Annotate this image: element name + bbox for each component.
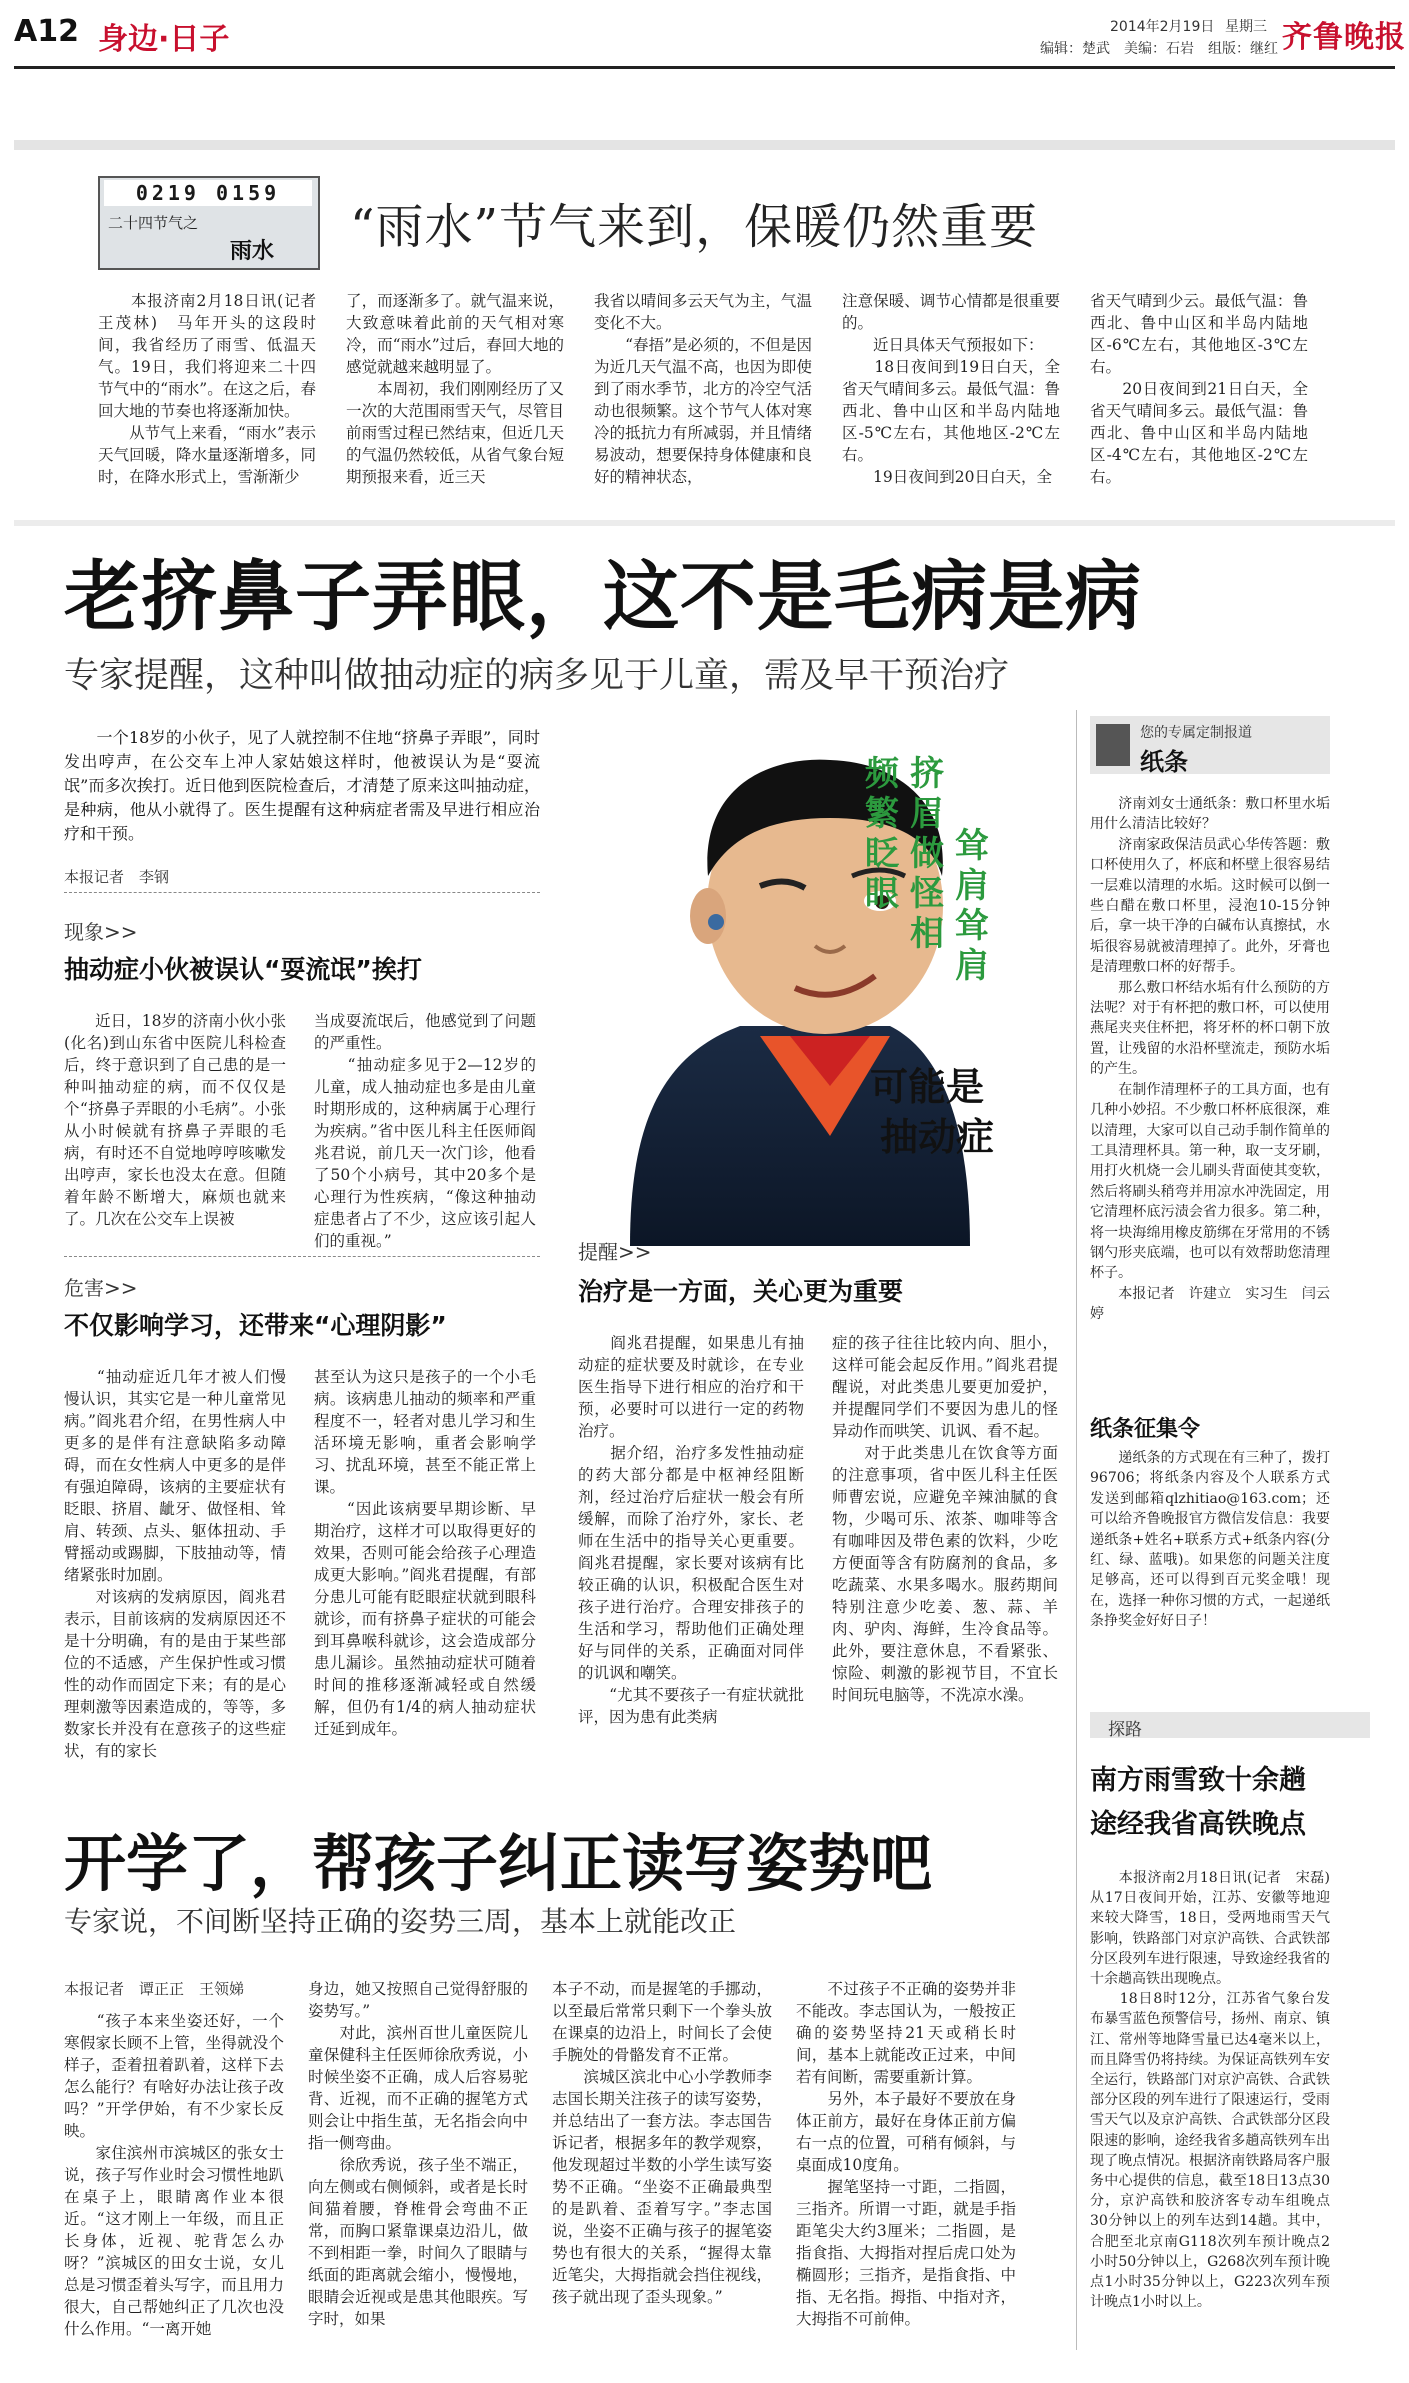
issue-weekday: 星期三 xyxy=(1225,19,1267,35)
header-rule xyxy=(14,66,1395,69)
tic-byline: 本报记者 李钢 xyxy=(64,868,170,886)
probe-title-2: 途经我省高铁晚点 xyxy=(1090,1809,1306,1840)
posture-col-3: 本子不动，而是握笔的手挪动，以至最后常常只剩下一个拳头放在课桌的边沿上，时间长了会使手腕处的骨骼发育不正常。 滨城区滨北中心小学教师李志国长期关注孩子的读写姿势，并总结出了一套方法。李志国告诉记者，根据多年的教学观察，他发现超过半数的小学生读写姿势不正确。“坐姿不正确最典型的是趴着、歪着写字。”李志国说，坐姿不正确与孩子的握笔姿势也有很大的关系，“握得太靠近笔尖，大拇指就会挡住视线，孩子就出现了歪头现象。” xyxy=(552,1980,772,2306)
badge-term-name: 雨水 xyxy=(230,239,275,264)
boy-photo xyxy=(590,726,1060,1246)
section-title-reminder: 治疗是一方面，关心更为重要 xyxy=(578,1277,904,1306)
posture-col-2: 身边，她又按照自己觉得舒服的姿势写。” 对此，滨州百世儿童医院儿童保健科主任医师徐欣秀说，小时候坐姿不正确，成人后容易驼背、近视，而不正确的握笔方式则会让中指生茧，无名指会向中指一侧弯曲。 徐欣秀说，孩子坐不端正，向左侧或右侧倾斜，或者是长时间猫着腰，脊椎骨会弯曲不正常，而胸口紧靠课桌边沿儿，做不到相距一拳，时间久了眼睛与纸面的距离就会缩小，慢慢地，眼睛会近视或是患其他眼疾。写字时，如果 xyxy=(308,1980,528,2328)
sidebar-rule xyxy=(1076,710,1077,2350)
caption-line-b: 挤眉做怪相 xyxy=(910,754,944,954)
issue-date: 2014年2月19日 xyxy=(1110,19,1215,35)
boy-illustration xyxy=(590,726,1060,1246)
note-brand-box xyxy=(1090,716,1330,774)
solar-term-col-4: 注意保暖、调节心情都是很重要的。 近日具体天气预报如下： 18日夜间到19日白天，全省天气晴间多云。最低气温：鲁西北、鲁中山区和半岛内陆地区-5℃左右，其他地区-2℃左右。 19日夜间到20日白天，全 xyxy=(842,292,1060,486)
section-divider xyxy=(14,520,1395,526)
section-tag-harm: 危害>> xyxy=(64,1276,138,1300)
posture-headline: 开学了，帮孩子纠正读写姿势吧 xyxy=(64,1827,933,1900)
tic-s2-col-2: 甚至认为这只是孩子的一个小毛病。该病患儿抽动的频率和严重程度不一，轻者对患儿学习和生活环境无影响，重者会影响学习、扰乱环境，甚至不能正常上课。 “因此该病要早期诊断、早期治疗，这样才可以取得更好的效果，否则可能会给孩子心理造成更大影响。”阎兆君提醒，有部分患儿可能有眨眼症状就到眼科就诊，而有挤鼻子症状的可能会到耳鼻喉科就诊，这会造成部分患儿漏诊。虽然抽动症状可随着时间的推移逐渐减轻或自然缓解，但仍有1/4的病人抽动症状迁延到成年。 xyxy=(314,1368,536,1738)
posture-byline: 本报记者 谭正正 王领娣 xyxy=(64,1980,245,1998)
staff-credits: 编辑：楚武 美编：石岩 组版：继红 xyxy=(1040,41,1278,57)
solar-term-col-1: 本报济南2月18日讯(记者 王茂林) 马年开头的这段时间，我省经历了雨雪、低温天气。19日，我们将迎来二十四节气中的“雨水”。在这之后，春回大地的节奏也将逐渐加快。 从节气上来看，“雨水”表示天气回暖，降水量逐渐增多，同时，在降水形式上，雪渐渐少 xyxy=(98,292,316,486)
tic-s1-col-2: 当成耍流氓后，他感觉到了问题的严重性。 “抽动症多见于2—12岁的儿童，成人抽动症也多是由儿童时期形成的，这种病属于心理行为疾病。”省中医儿科主任医师阎兆君说，前几天一次门诊，他看了50个小病号，其中20多个是心理行为性疾病，“像这种抽动症患者占了不少，这应该引起人们的重视。” xyxy=(314,1012,536,1250)
tic-s1-col-1: 近日，18岁的济南小伙小张(化名)到山东省中医院儿科检查后，终于意识到了自己患的是一种叫抽动症的病，而不仅仅是个“挤鼻子弄眼的小毛病”。小张从小时候就有挤鼻子弄眼的毛病，有时还不自觉地哼哼咳嗽发出哼声，家长也没太在意。但随着年龄不断增大，麻烦也就来了。几次在公交车上误被 xyxy=(64,1012,286,1228)
header-gray-band xyxy=(14,140,1395,150)
note-brand-small: 您的专属定制报道 xyxy=(1140,725,1252,741)
section-title-harm: 不仅影响学习，还带来“心理阴影” xyxy=(64,1311,447,1340)
note-body: 济南刘女士通纸条：敷口杯里水垢用什么清洁比较好？ 济南家政保洁员武心华传答题：敷口杯使用久了，杯底和杯壁上很容易结一层难以清理的水垢。这时候可以倒一些白醋在敷口杯里，浸泡10-15分钟后，拿一块干净的白碱布认真擦拭，水垢很容易就被清理掉了。此外，牙膏也是清理敷口杯的好帮手。 那么敷口杯结水垢有什么预防的方法呢？对于有杯把的敷口杯，可以使用燕尾夹夹住杯把，将牙杯的杯口朝下放置，让残留的水沿杯壁流走，预防水垢的产生。 在制作清理杯子的工具方面，也有几种小妙招。不少敷口杯杯底很深，难以清理，大家可以自己动手制作简单的工具清理杯具。第一种，取一支牙刷，用打火机烧一会儿刷头背面使其变软，然后将刷头稍弯并用凉水冲洗固定，用它清理杯底污渍会省力很多。第二种，将一块海绵用橡皮筋绑在牙常用的不锈钢勺形夹底端，也可以有效帮助您清理杯子。 本报记者 许建立 实习生 闫云婷 xyxy=(1090,796,1330,1323)
tic-headline: 老挤鼻子弄眼，这不是毛病是病 xyxy=(64,552,1142,641)
badge-top-text: 二十四节气之 xyxy=(108,214,199,232)
probe-tag: 探路 xyxy=(1108,1720,1142,1740)
tic-s3-col-1: 阎兆君提醒，如果患儿有抽动症的症状要及时就诊，在专业医生指导下进行相应的治疗和干预，必要时可以进行一定的药物治疗。 据介绍，治疗多发性抽动症的药大部分都是中枢神经阻断剂，经过治疗后症状一般会有所缓解，而除了治疗外，家长、老师在生活中的指导关心更重要。阎兆君提醒，家长要对该病有比较正确的认识，积极配合医生对孩子进行治疗。合理安排孩子的生活和学习，帮助他们正确处理好与同伴的关系，正确面对同伴的讥讽和嘲笑。 “尤其不要孩子一有症状就批评，因为患有此类病 xyxy=(578,1334,804,1726)
caption-line-c: 耸肩耸肩 xyxy=(955,826,989,986)
caption-label-1: 可能是 xyxy=(870,1065,985,1109)
date-digits: 0219 0159 xyxy=(104,180,312,206)
posture-col-4: 不过孩子不正确的姿势并非不能改。李志国认为，一般按正确的姿势坚持21天或稍长时间，基本上就能改正过来，中间若有间断，需要重新计算。 另外，本子最好不要放在身体正前方，最好在身体正前方偏右一点的位置，可稍有倾斜，与桌面成10度角。 握笔坚持一寸距，二指圆，三指齐。所谓一寸距，就是手指距笔尖大约3厘米；二指圆，是指食指、大拇指对捏后虎口处为椭圆形；三指齐，是指食指、中指、无名指。拇指、中指对齐，大拇指不可前伸。 xyxy=(796,1980,1016,2328)
probe-body: 本报济南2月18日讯(记者 宋磊) 从17日夜间开始，江苏、安徽等地迎来较大降雪，18日，受两地雨雪天气影响，铁路部门对京沪高铁、合武铁部分区段列车进行限速，导致途经我省的十余趟高铁出现晚点。 18日8时12分，江苏省气象台发布暴雪蓝色预警信号，扬州、南京、镇江、常州等地降雪量已达4毫米以上，而且降雪仍将持续。为保证高铁列车安全运行，铁路部门对京沪高铁、合武铁部分区段的列车进行了限速运行，受雨雪天气以及京沪高铁、合武铁部分区段限速的影响，途经我省多趟高铁列车出现了晚点情况。根据济南铁路局客户服务中心提供的信息，截至18日13点30分，京沪高铁和胶济客专动车组晚点30分钟以上的列车达到14趟。其中，合肥至北京南G118次列车预计晚点2小时50分钟以上，G268次列车预计晚点1小时35分钟以上，G223次列车预计晚点1小时以上。 xyxy=(1090,1870,1330,2311)
solar-term-headline: “雨水”节气来到，保暖仍然重要 xyxy=(350,199,1039,255)
solar-term-badge xyxy=(98,176,320,270)
note-icon xyxy=(1096,724,1130,766)
solar-term-col-5: 省天气晴到少云。最低气温：鲁西北、鲁中山区和半岛内陆地区-6℃左右，其他地区-3℃左右。 20日夜间到21日白天，全省天气晴间多云。最低气温：鲁西北、鲁中山区和半岛内陆地区-4℃左右，其他地区-2℃左右。 xyxy=(1090,292,1308,486)
tic-lead: 一个18岁的小伙子，见了人就控制不住地“挤鼻子弄眼”，同时发出哼声，在公交车上冲人家姑娘这样时，他被误认为是“耍流氓”而多次挨打。近日他到医院检查后，才清楚了原来这叫抽动症，是种病，他从小就得了。医生提醒有这种病症者需及早进行相应治疗和干预。 xyxy=(64,728,540,843)
section-tag-phenomenon: 现象>> xyxy=(64,920,138,944)
tic-subheadline: 专家提醒，这种叫做抽动症的病多见于儿童，需及早干预治疗 xyxy=(64,656,1010,696)
page-number: A12 xyxy=(14,14,79,49)
section-tag-reminder: 提醒>> xyxy=(578,1240,652,1264)
masthead-logo: 齐鲁晚报 xyxy=(1282,20,1406,55)
caption-label-2: 抽动症 xyxy=(880,1115,995,1159)
solar-term-col-2: 了，而逐渐多了。就气温来说，大致意味着此前的天气相对寒冷，而“雨水”过后，春回大地的感觉就越来越明显了。 本周初，我们刚刚经历了又一次的大范围雨雪天气，尽管目前雨雪过程已然结束，但近几天的气温仍然较低，从省气象台短期预报来看，近三天 xyxy=(346,292,564,486)
note-solicit-body: 递纸条的方式现在有三种了，拨打96706；将纸条内容及个人联系方式发送到邮箱qlzhitiao@163.com；还可以给齐鲁晚报官方微信发信息：我要递纸条+姓名+联系方式+纸条内容(分红、绿、蓝哦)。如果您的问题关注度足够高，还可以得到百元奖金哦！现在，选择一种你习惯的方式，一起递纸条挣奖金好好日子！ xyxy=(1090,1450,1330,1630)
tic-s2-col-1: “抽动症近几年才被人们慢慢认识，其实它是一种儿童常见病。”阎兆君介绍，在男性病人中更多的是伴有注意缺陷多动障碍，而在女性病人中更多的是伴有强迫障碍，该病的主要症状有眨眼、挤眉、龇牙、做怪相、耸肩、转颈、点头、躯体扭动、手臂摇动或踢脚，下肢抽动等，情绪紧张时加剧。 对该病的发病原因，阎兆君表示，目前该病的发病原因还不是十分明确，有的是由于某些部位的不适感，产生保护性或习惯性的动作而固定下来；有的是心理刺激等因素造成的，等等，多数家长并没有在意孩子的这些症状，有的家长 xyxy=(64,1368,286,1760)
note-brand: 纸条 xyxy=(1140,748,1188,776)
posture-subheadline: 专家说，不间断坚持正确的姿势三周，基本上就能改正 xyxy=(64,1905,737,1938)
solar-term-col-3: 我省以晴间多云天气为主，气温变化不大。 “春捂”是必须的，不但是因为近几天气温不高，也因为即使到了雨水季节，北方的冷空气活动也很频繁。这个节气人体对寒冷的抵抗力有所减弱，并且情绪易波动，想要保持身体健康和良好的精神状态， xyxy=(594,292,812,486)
posture-col-1: “孩子本来坐姿还好，一个寒假家长顾不上管，坐得就没个样子，歪着扭着趴着，这样下去怎么能行？有啥好办法让孩子改吗？”开学伊始，有不少家长反映。 家住滨州市滨城区的张女士说，孩子写作业时会习惯性地趴在桌子上，眼睛离作业本很近。“这才刚上一年级，而且正长身体，近视、驼背怎么办呀？”滨城区的田女士说，女儿总是习惯歪着头写字，而且用力很大，自己帮她纠正了几次也没什么作用。“一离开她 xyxy=(64,2012,284,2338)
section-name: 身边·日子 xyxy=(98,22,230,57)
caption-line-a: 频繁眨眼 xyxy=(865,754,899,914)
probe-title-1: 南方雨雪致十余趟 xyxy=(1090,1765,1306,1796)
tic-s3-col-2: 症的孩子往往比较内向、胆小，这样可能会起反作用。”阎兆君提醒说，对此类患儿要更加爱护，并提醒同学们不要因为患儿的怪异动作而哄笑、讥讽、看不起。 对于此类患儿在饮食等方面的注意事项，省中医儿科主任医师曹宏说，应避免辛辣油腻的食物，少喝可乐、浓茶、咖啡等含有咖啡因及带色素的饮料，少吃方便面等含有防腐剂的食品，多吃蔬菜、水果多喝水。服药期间特别注意少吃姜、葱、蒜、羊肉、驴肉、海鲜，生冷食品等。此外，要注意休息，不看紧张、惊险、刺激的影视节目，不宜长时间玩电脑等，不洗凉水澡。 xyxy=(832,1334,1058,1704)
probe-tag-box xyxy=(1090,1712,1370,1738)
note-solicit-title: 纸条征集令 xyxy=(1090,1417,1201,1442)
section-title-phenomenon: 抽动症小伙被误认“耍流氓”挨打 xyxy=(64,955,422,984)
